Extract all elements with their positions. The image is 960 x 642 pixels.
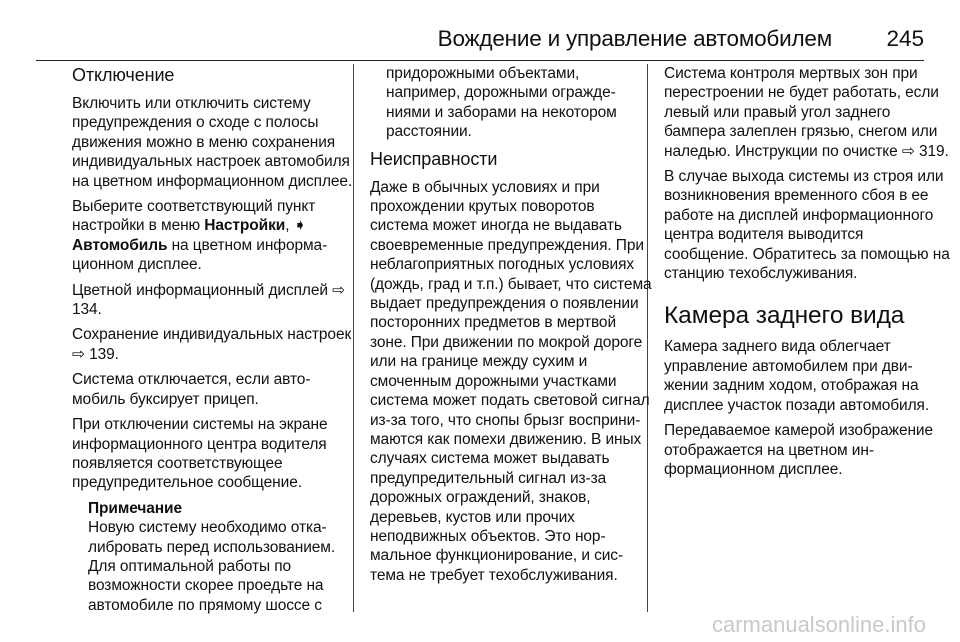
column-right bbox=[664, 64, 950, 485]
menu-vehicle-label: Автомобиль bbox=[72, 236, 168, 254]
menu-settings-label: Настройки bbox=[204, 217, 286, 235]
paragraph: В случае выхода системы из строя или возникновения временного сбоя в ее работе на дисплей информационного центра водителя выводится сообщение. Обратитесь за помощью на станцию техобслуживания. bbox=[664, 168, 950, 283]
paragraph: При отключении системы на экране информационного центра водителя появляется соответствующее предупредительное сообщение. bbox=[72, 416, 328, 492]
paragraph: Включить или отключить систему предупреждения о сходе с полосы движения можно в меню сохранения индивидуальных настроек автомобиля на цветном информационном дисплее. bbox=[72, 95, 353, 190]
section-heading-rear-camera: Камера заднего вида bbox=[664, 302, 905, 330]
section-heading-disable: Отключение bbox=[72, 65, 175, 85]
note-continuation: придорожными объектами, например, дорожными ограждениями и заборами на некотором расстоянии. bbox=[386, 65, 617, 141]
paragraph-reference: Цветной информационный дисплей ⇨ 134. bbox=[72, 281, 346, 319]
paragraph: Система контроля мертвых зон при перестроении не будет работать, если левый или правый угол заднего бампера залеплен грязью, снегом или наледью. Инструкции по очистке ⇨ 319. bbox=[664, 65, 949, 160]
paragraph-reference: Сохранение индивидуальных настроек ⇨ 139. bbox=[72, 326, 352, 363]
column-left bbox=[72, 64, 354, 621]
page-number: 245 bbox=[886, 26, 924, 51]
paragraph: Даже в обычных условиях и при прохождении крутых поворотов система может иногда не выдавать своевременные предупреждения. При неблагоприятных погодных условиях (дождь, град и т.п.) бывает, что система выдает предупреждения о появлении посторонних предметов в мертвой зоне. При движении по мокрой дороге или на границе между сухим и смоченным дорожными участками система может подать световой сигнал из-за того, что снопы брызг воспринимаются как помехи движению. В иных случаях система может выдавать предупредительный сигнал из-за дорожных ограждений, знаков, деревьев, кустов или прочих неподвижных объектов. Это нормальное функционирование, и система не требует техобслуживания. bbox=[370, 178, 652, 584]
paragraph: Передаваемое камерой изображение отображается на цветном информационном дисплее. bbox=[664, 422, 934, 478]
chapter-title: Вождение и управление автомобилем bbox=[437, 26, 832, 51]
note-block bbox=[72, 499, 354, 615]
note-text: Новую систему необходимо откалибровать перед использованием. Для оптимальной работы по возможности скорее проедьте на автомобиле по прямому шоссе с bbox=[88, 519, 336, 614]
paragraph: Система отключается, если автомобиль буксирует прицеп. bbox=[72, 371, 311, 408]
paragraph-menu-path: Выберите соответствующий пункт настройки в меню Настройки, ➧ Автомобиль на цветном информационном дисплее. bbox=[72, 198, 328, 274]
watermark: carmanualsonline.info bbox=[711, 612, 926, 637]
paragraph: Камера заднего вида облегчает управление автомобилем при движении задним ходом, отображая на дисплее участок позади автомобиля. bbox=[664, 338, 930, 414]
column-middle bbox=[370, 64, 652, 591]
page-header bbox=[36, 24, 924, 61]
section-heading-faults: Неисправности bbox=[370, 148, 498, 169]
note-title: Примечание bbox=[88, 499, 182, 517]
